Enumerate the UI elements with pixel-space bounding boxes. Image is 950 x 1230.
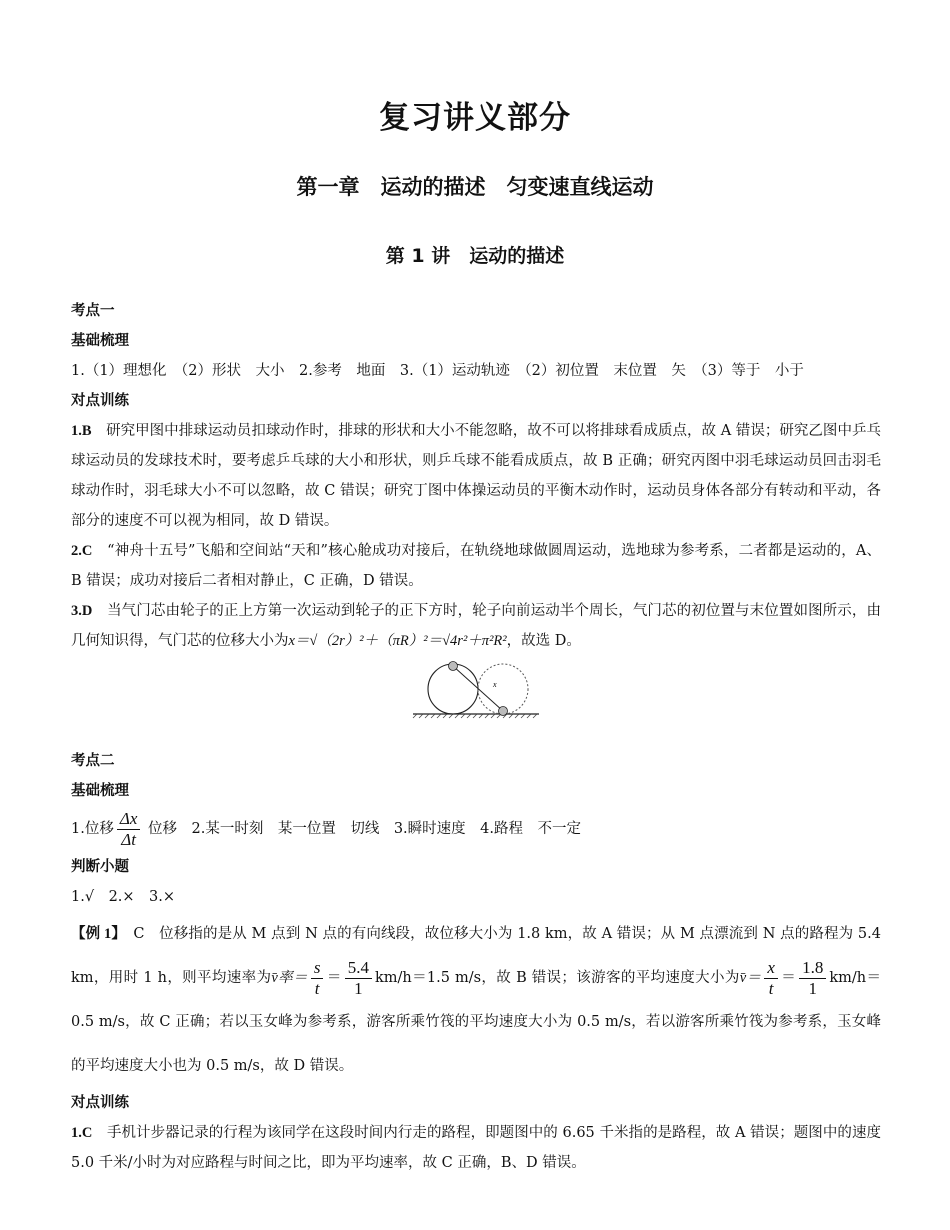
answer-1: 1.B 研究甲图中排球运动员扣球动作时，排球的形状和大小不能忽略，故不可以将排球看成质点，故 A 错误；研究乙图中乒乓球运动员的发球技术时，要考虑乒乓球的大小和形状，则乒乓球不能看成质点，故 B 正确；研究丙图中羽毛球运动员回击羽毛球动作时，羽毛球大小不可以忽略，故 C 错误；研究丁图中体操运动员的平衡木动作时，运动员身体各部分有转动和平动，各部分的速度不可以视为相同，故 D 错误。 bbox=[71, 423, 881, 529]
section-heading: 考点一 bbox=[71, 303, 115, 319]
subheading-training: 对点训练 bbox=[71, 1095, 129, 1111]
lecture-title: 第 1 讲 运动的描述 bbox=[385, 245, 565, 267]
section-1 bbox=[71, 296, 881, 726]
main-title: 复习讲义部分 bbox=[379, 100, 571, 136]
answer-3: 3.D 当气门芯由轮子的正上方第一次运动到轮子的正下方时，轮子向前运动半个周长，气门芯的初位置与末位置如图所示，由几何知识得，气门芯的位移大小为x＝√（2r）²＋（πR）²＝√4r²＋π²R²，故选 D。 bbox=[71, 603, 881, 649]
velocity-fraction: $\frac{\Delta x}{\Delta t}$ bbox=[117, 809, 141, 850]
section-2 bbox=[71, 746, 881, 1178]
training-answer-1: 1.C 手机计步器记录的行程为该同学在这段时间内行走的路程，即题图中的 6.65 千米指的是路程，故 A 错误；题图中的速度 5.0 千米/小时为对应路程与时间之比，即为平均速率，故 C 正确，B、D 错误。 bbox=[71, 1125, 881, 1171]
subheading-basics: 基础梳理 bbox=[71, 333, 129, 349]
displacement-formula: x＝√（2r）²＋（πR）²＝√4r²＋π²R² bbox=[288, 633, 507, 649]
figure-label: x bbox=[493, 680, 497, 689]
judge-answers: 1.√ 2.× 3.× bbox=[71, 889, 176, 905]
subheading-judge: 判断小题 bbox=[71, 859, 129, 875]
wheel-diagram bbox=[411, 660, 541, 720]
subheading-training: 对点训练 bbox=[71, 393, 129, 409]
section-heading: 考点二 bbox=[71, 753, 115, 769]
chapter-title: 第一章 运动的描述 匀变速直线运动 bbox=[296, 175, 654, 199]
answer-2: 2.C “神舟十五号”飞船和空间站“天和”核心舱成功对接后，在轨绕地球做圆周运动，选地球为参考系，二者都是运动的，A、B 错误；成功对接后二者相对静止，C 正确，D 错误。 bbox=[71, 543, 881, 589]
example-1: 【例 1】 C 位移指的是从 M 点到 N 点的有向线段，故位移大小为 1.8 km，故 A 错误；从 M 点漂流到 N 点的路程为 5.4 km，用时 1 h，则平均速率为v̄率＝ $\frac{s}{t}$ ＝ $\frac{5.4}{1}$ km/h＝1.5 m/s，故 B 错误；该游客的平均速度大小为v̄＝ $\frac{x}{t}$ ＝ $\frac{1.8}{1}$ km/h＝0.5 m/s，故 C 正确；若以玉女峰为参考系，游客所乘竹筏的平均速度大小为 0.5 m/s，若以游客所乘竹筏为参考系，玉女峰的平均速度大小也为 0.5 m/s，故 D 错误。 bbox=[71, 926, 882, 1074]
basics-answers: 1.位移 $\frac{\Delta x}{\Delta t}$ 位移 2.某一时刻 某一位置 切线 3.瞬时速度 4.路程 不一定 bbox=[71, 808, 581, 849]
basics-answers: 1.（1）理想化 （2）形状 大小 2.参考 地面 3.（1）运动轨迹 （2）初位置 末位置 矢 （3）等于 小于 bbox=[71, 363, 804, 379]
subheading-basics: 基础梳理 bbox=[71, 783, 129, 799]
